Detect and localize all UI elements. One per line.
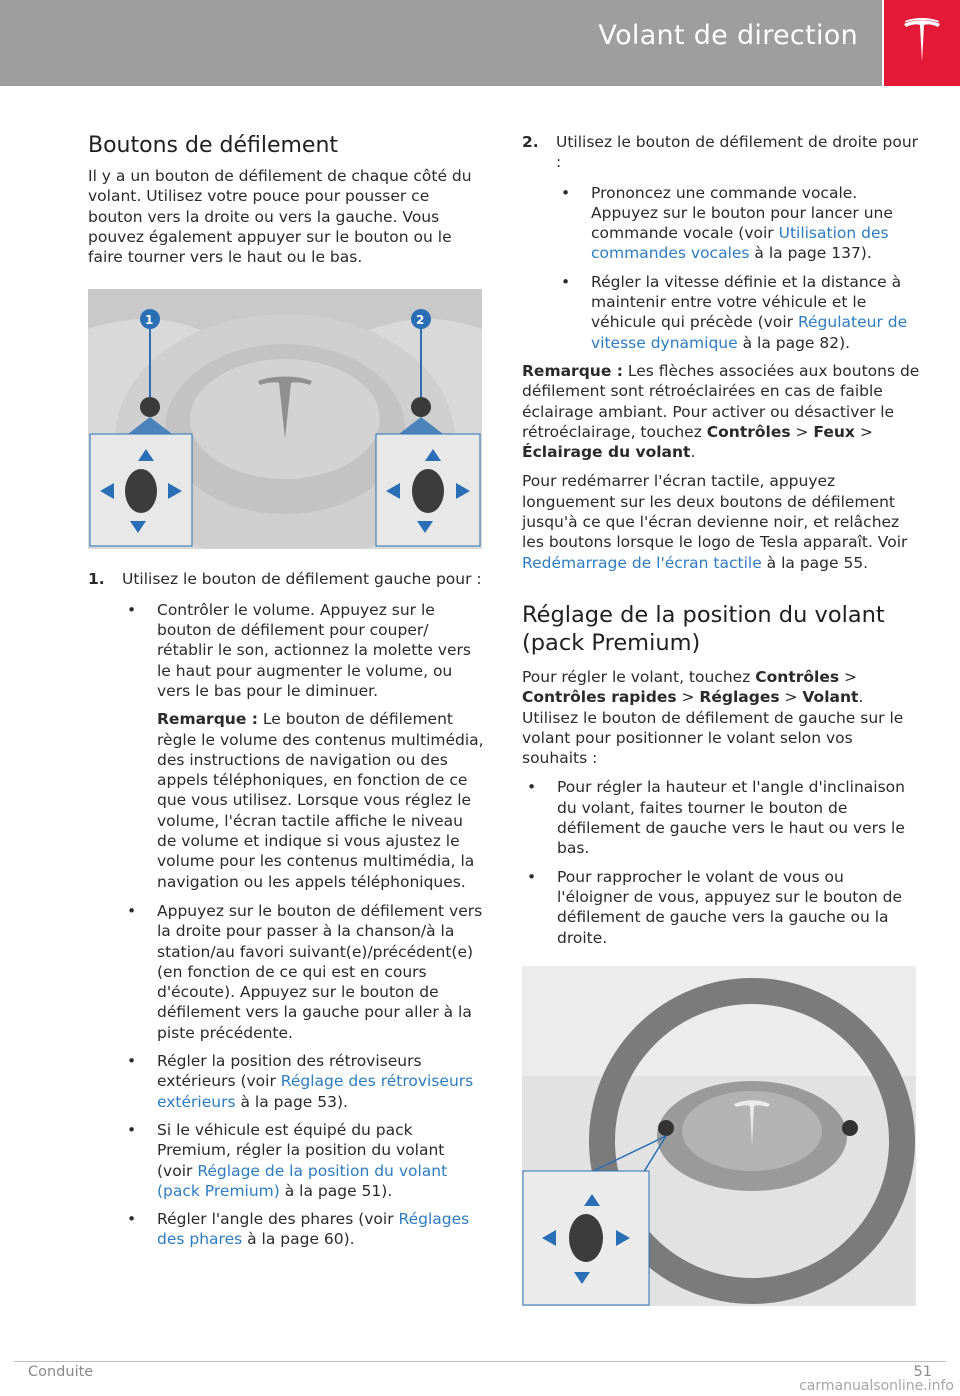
footer-divider bbox=[14, 1361, 946, 1362]
page-title: Volant de direction bbox=[598, 20, 858, 51]
tesla-logo-icon bbox=[902, 18, 942, 66]
callout-1: 1 bbox=[145, 313, 154, 328]
link-headlights[interactable]: Réglages des phares bbox=[157, 1210, 470, 1249]
adjust-paragraph: Pour régler le volant, touchez Contrôles > Contrôles rapides > Réglages > Volant. Utilisez le bouton de défilement de gauche sur le volant pour positionner le volant selon vos souhaits : bbox=[522, 667, 904, 768]
restart-paragraph: Pour redémarrer l'écran tactile, appuyez longuement sur les deux boutons de défilement jusqu'à ce que l'écran devienne noir, et relâchez les boutons lorsque le logo de Tesla apparaît. Voir Redémarrage de l'écran tactile à la page 55. bbox=[522, 472, 908, 572]
link-voice-commands[interactable]: Utilisation des commandes vocales bbox=[591, 224, 889, 263]
item-number: 2. bbox=[522, 133, 539, 151]
bullet-volume: • Contrôler le volume. Appuyez sur le bouton de défilement pour couper/ rétablir le son, actionnez la molette vers le haut pour augmenter le volume, ou vers le bas pour le diminuer. bbox=[122, 600, 484, 701]
watermark: carmanualsonline.info bbox=[799, 1378, 954, 1394]
scroll-buttons-figure bbox=[88, 289, 482, 549]
link-restart-touchscreen[interactable]: Redémarrage de l'écran tactile bbox=[522, 553, 762, 572]
note-backlight: Remarque : Les flèches associées aux boutons de défilement sont rétroéclairées en cas de faible éclairage ambiant. Pour activer ou désactiver le rétroéclairage, touchez Contrôles > Feux > Éclairage du volant. bbox=[522, 361, 920, 462]
section-heading-steering-position: Réglage de la position du volant (pack Premium) bbox=[522, 601, 885, 656]
left-column bbox=[88, 132, 484, 1258]
note-volume: Remarque : Le bouton de défilement règle le volume des contenus multimédia, des instructions de navigation ou des appels téléphoniques, en fonction de ce que vous utilisez. Lorsque vous réglez le volume, l'écran tactile affiche le niveau de volume et indique si vous ajustez le volume pour les contenus multimédia, la navigation ou les appels téléphoniques. bbox=[157, 710, 484, 891]
right-column bbox=[522, 132, 920, 1306]
link-cruise-control[interactable]: Régulateur de vitesse dynamique bbox=[591, 313, 908, 352]
section-heading-scroll-buttons: Boutons de défilement bbox=[88, 133, 339, 158]
page-number: 51 bbox=[913, 1364, 932, 1380]
note-label: Remarque : bbox=[157, 710, 258, 729]
numbered-item-2 bbox=[522, 132, 920, 173]
callout-2: 2 bbox=[416, 313, 425, 328]
item-text: Utilisez le bouton de défilement gauche pour : bbox=[122, 570, 482, 589]
bullet-voice: • Prononcez une commande vocale. Appuyez sur le bouton pour lancer une commande vocale (voir Utilisation des commandes vocales à la page 137). bbox=[556, 183, 920, 264]
item-text: Utilisez le bouton de défilement de droite pour : bbox=[556, 133, 919, 172]
bullet-cruise: • Régler la vitesse définie et la distance à maintenir entre votre véhicule et le véhicule qui précède (voir Régulateur de vitesse dynamique à la page 82). bbox=[556, 272, 920, 353]
numbered-item-1 bbox=[88, 569, 484, 589]
intro-paragraph: Il y a un bouton de défilement de chaque côté du volant. Utilisez votre pouce pour pousser ce bouton vers la droite ou vers la gauche. Vous pouvez également appuyer sur le bouton ou le faire tourner vers le haut ou le bas. bbox=[88, 167, 472, 267]
bullet-height-angle: • Pour régler la hauteur et l'angle d'inclinaison du volant, faites tourner le bouton de défilement de gauche vers le haut ou vers le bas. bbox=[522, 777, 920, 858]
bullet-distance: • Pour rapprocher le volant de vous ou l'éloigner de vous, appuyez sur le bouton de défilement de gauche vers la gauche ou la droite. bbox=[522, 867, 920, 948]
bullet-headlights: • Régler l'angle des phares (voir Réglages des phares à la page 60). bbox=[122, 1209, 484, 1250]
bullet-steering-position: • Si le véhicule est équipé du pack Premium, régler la position du volant (voir Réglage de la position du volant (pack Premium) à la page 51). bbox=[122, 1120, 484, 1201]
bullet-mirrors: • Régler la position des rétroviseurs extérieurs (voir Réglage des rétroviseurs extérieurs à la page 53). bbox=[122, 1051, 484, 1112]
tesla-logo bbox=[884, 0, 960, 86]
steering-wheel-figure bbox=[522, 966, 916, 1306]
footer-section: Conduite bbox=[28, 1364, 94, 1380]
item-number: 1. bbox=[88, 570, 105, 589]
link-steering-position[interactable]: Réglage de la position du volant (pack Premium) bbox=[157, 1161, 448, 1200]
link-mirrors[interactable]: Réglage des rétroviseurs extérieurs bbox=[157, 1072, 474, 1111]
bullet-track: • Appuyez sur le bouton de défilement vers la droite pour passer à la chanson/à la station/au favori suivant(e)/précédent(e) (en fonction de ce qui est en cours d'écoute). Appuyez sur le bouton de défilement vers la gauche pour aller à la piste précédente. bbox=[122, 901, 484, 1043]
